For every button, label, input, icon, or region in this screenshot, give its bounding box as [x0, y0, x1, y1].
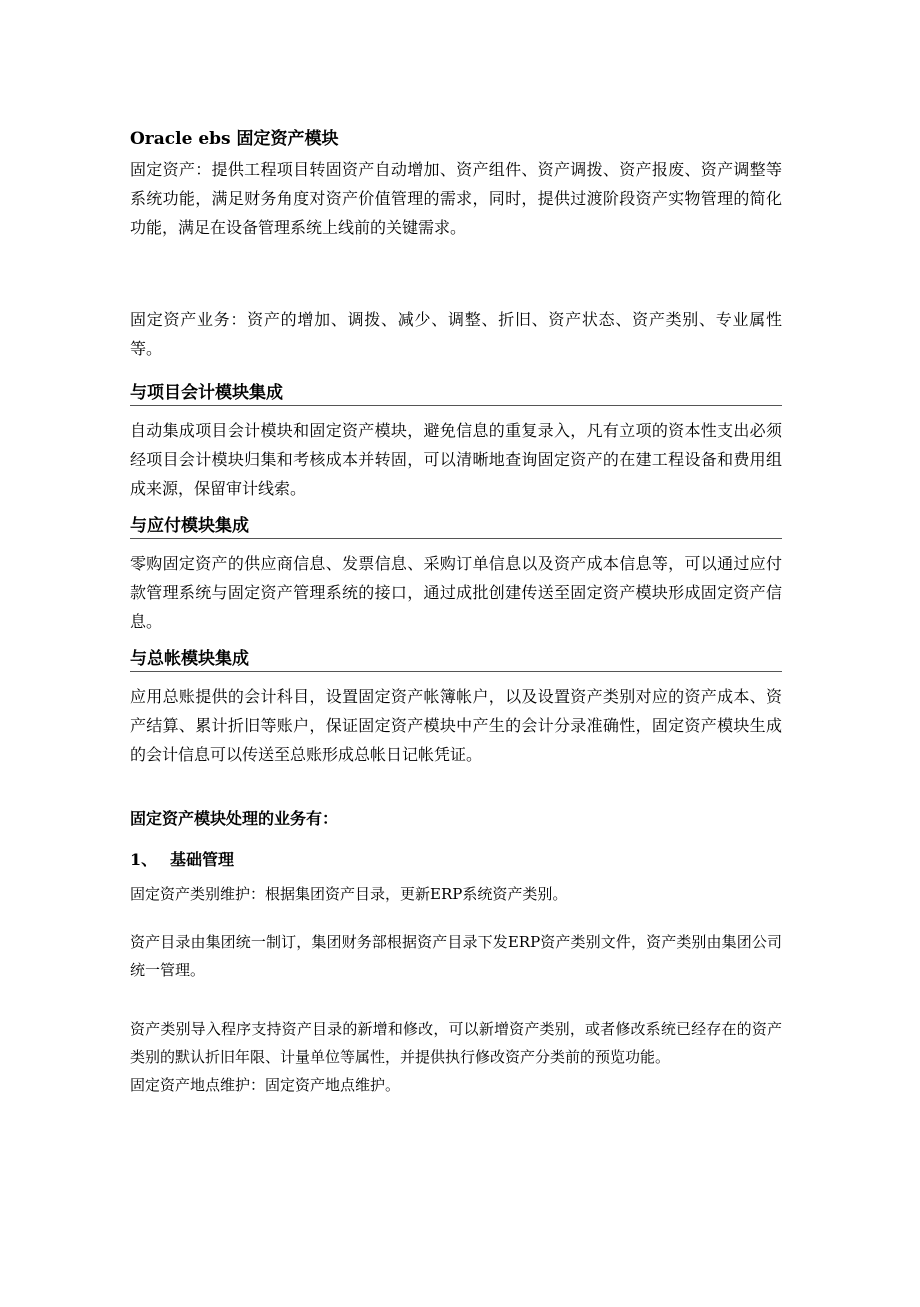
- section-heading-payables: 与应付模块集成: [130, 514, 782, 539]
- section-body-payables: 零购固定资产的供应商信息、发票信息、采购订单信息以及资产成本信息等，可以通过应付款管理系统与固定资产管理系统的接口，通过成批创建传送至固定资产模块形成固定资产信息。: [130, 554, 782, 631]
- business-paragraph: 固定资产业务：资产的增加、调拨、减少、调整、折旧、资产状态、资产类别、专业属性等。: [130, 310, 782, 358]
- item-number: 1、: [130, 850, 158, 869]
- intro-paragraph: 固定资产：提供工程项目转固资产自动增加、资产组件、资产调拨、资产报废、资产调整等系统功能，满足财务角度对资产价值管理的需求，同时，提供过渡阶段资产实物管理的简化功能，满足在设备管理系统上线前的关键需求。: [130, 160, 782, 237]
- paragraph-category-maintenance: 固定资产类别维护：根据集团资产目录，更新ERP系统资产类别。: [130, 885, 568, 903]
- paragraph-asset-catalog: 资产目录由集团统一制订，集团财务部根据资产目录下发ERP资产类别文件，资产类别由集团公司统一管理。: [130, 933, 782, 979]
- paragraph-location-maintenance: 固定资产地点维护：固定资产地点维护。: [130, 1076, 401, 1094]
- section-body-general-ledger: 应用总账提供的会计科目，设置固定资产帐簿帐户，以及设置资产类别对应的资产成本、资产结算、累计折旧等账户，保证固定资产模块中产生的会计分录准确性，固定资产模块生成的会计信息可以传送至总账形成总帐日记帐凭证。: [130, 687, 782, 764]
- section-body-project-accounting: 自动集成项目会计模块和固定资产模块，避免信息的重复录入，凡有立项的资本性支出必须经项目会计模块归集和考核成本并转固，可以清晰地查询固定资产的在建工程设备和费用组成来源，保留审计线索。: [130, 421, 782, 498]
- document-title: Oracle ebs 固定资产模块: [130, 129, 339, 149]
- section-heading-general-ledger: 与总帐模块集成: [130, 647, 782, 672]
- item-label: 基础管理: [170, 850, 235, 869]
- section-heading-project-accounting: 与项目会计模块集成: [130, 381, 782, 406]
- paragraph-category-import: 资产类别导入程序支持资产目录的新增和修改，可以新增资产类别，或者修改系统已经存在的资产类别的默认折旧年限、计量单位等属性，并提供执行修改资产分类前的预览功能。: [130, 1020, 782, 1066]
- processing-heading: 固定资产模块处理的业务有：: [130, 809, 339, 828]
- numbered-item-basic-management: [130, 847, 234, 870]
